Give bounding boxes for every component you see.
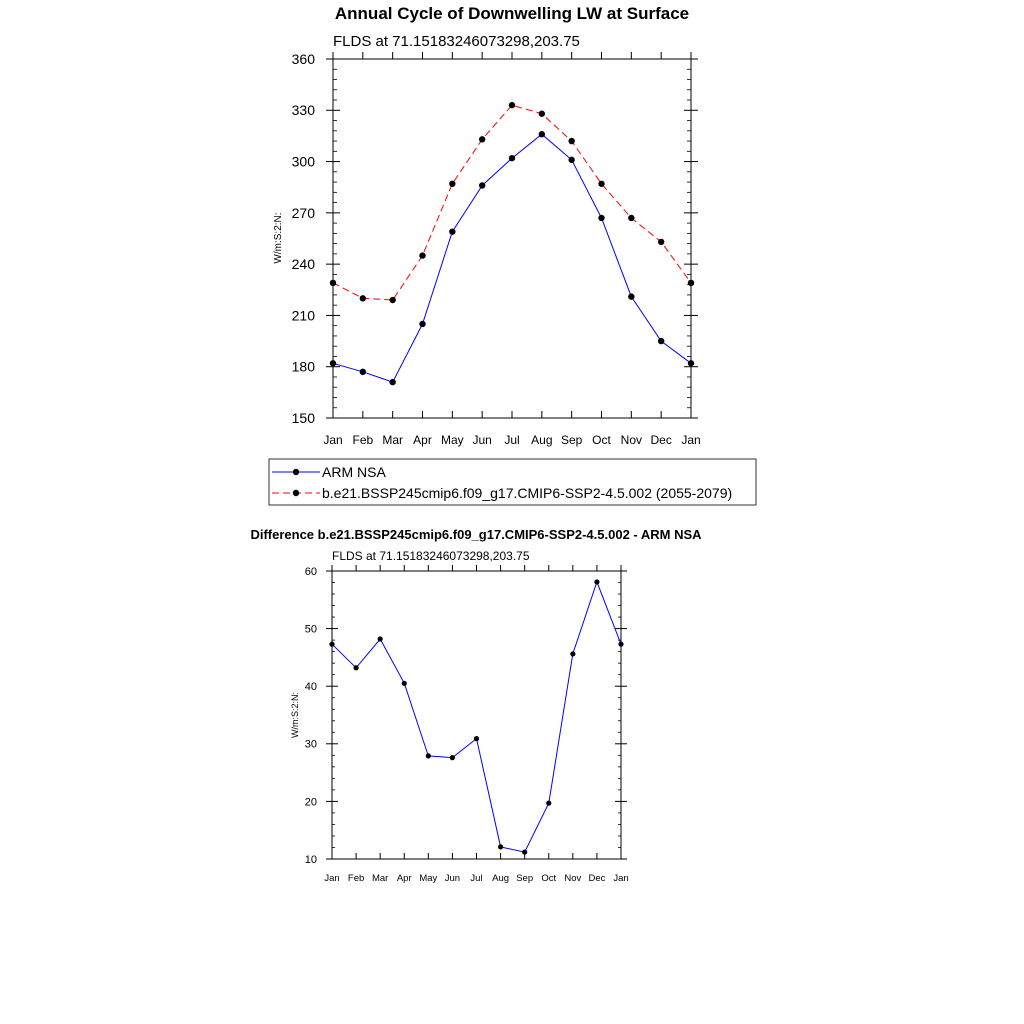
series-0-point: [594, 579, 599, 584]
y-tick-label: 10: [304, 853, 317, 866]
chart-2-series: [329, 579, 623, 854]
x-tick-label: Nov: [620, 433, 643, 447]
series-line-0: [333, 134, 691, 382]
chart-1-legend: [269, 459, 756, 505]
chart-2-ticks: [326, 565, 627, 859]
y-tick-label: 180: [291, 358, 315, 375]
series-0-point: [353, 665, 358, 670]
series-0-point: [688, 360, 694, 366]
series-0-point: [522, 849, 527, 854]
series-line-0: [332, 582, 621, 852]
series-0-point: [329, 642, 334, 647]
series-0-point: [658, 338, 664, 344]
series-1-point: [449, 181, 455, 187]
x-tick-label: Mar: [371, 873, 389, 884]
chart-1-plot-frame: [333, 59, 691, 418]
x-tick-label: Aug: [531, 433, 553, 447]
chart-2-plot-frame: [332, 571, 621, 859]
series-0-point: [450, 755, 455, 760]
y-tick-label: 330: [291, 102, 315, 119]
series-0-point: [618, 642, 623, 647]
difference-chart: [250, 527, 702, 884]
x-tick-label: Dec: [588, 873, 606, 884]
series-1-point: [688, 280, 694, 286]
x-tick-label: Feb: [352, 433, 374, 447]
x-tick-label: Feb: [347, 873, 365, 884]
series-1-point: [598, 181, 604, 187]
x-tick-label: May: [440, 433, 464, 447]
x-tick-label: Jan: [324, 873, 340, 884]
legend-label-model: b.e21.BSSP245cmip6.f09_g17.CMIP6-SSP2-4.5.002 (2055-2079): [322, 485, 733, 501]
series-1-point: [479, 136, 485, 142]
x-tick-label: Jan: [323, 433, 343, 447]
x-tick-label: Mar: [382, 433, 404, 447]
y-tick-label: 60: [304, 565, 317, 578]
x-tick-label: Oct: [541, 873, 557, 884]
chart-1-subtitle: FLDS at 71.15183246073298,203.75: [333, 33, 580, 50]
x-tick-label: Jul: [504, 433, 520, 447]
chart-1-series: [330, 102, 694, 385]
x-tick-label: Nov: [564, 873, 582, 884]
y-tick-label: 150: [291, 409, 315, 426]
series-0-point: [498, 844, 503, 849]
x-tick-label: Jun: [444, 873, 461, 884]
y-tick-label: 30: [304, 738, 317, 751]
legend-marker-arm-nsa: [293, 469, 299, 475]
x-tick-label: May: [419, 873, 438, 884]
series-1-point: [360, 295, 366, 301]
chart-2-ylabel: W/m:S:2:N:: [290, 691, 300, 739]
series-0-point: [389, 379, 395, 385]
series-1-point: [628, 215, 634, 221]
legend-marker-model: [293, 490, 299, 496]
x-tick-label: Oct: [592, 433, 611, 447]
series-0-point: [570, 651, 575, 656]
chart-2-title: Difference b.e21.BSSP245cmip6.f09_g17.CMIP6-SSP2-4.5.002 - ARM NSA: [250, 527, 702, 542]
y-tick-label: 20: [304, 796, 317, 809]
chart-2-subtitle: FLDS at 71.15183246073298,203.75: [332, 549, 530, 563]
series-1-point: [419, 252, 425, 258]
series-0-point: [426, 753, 431, 758]
y-tick-label: 300: [291, 153, 315, 170]
series-0-point: [539, 131, 545, 137]
x-tick-label: Aug: [492, 873, 510, 884]
series-1-point: [568, 138, 574, 144]
series-0-point: [360, 369, 366, 375]
series-0-point: [419, 321, 425, 327]
y-tick-label: 360: [291, 50, 315, 67]
x-tick-label: Jul: [470, 873, 483, 884]
y-tick-label: 40: [304, 681, 317, 694]
series-0-point: [598, 215, 604, 221]
legend-label-arm-nsa: ARM NSA: [322, 464, 386, 480]
chart-1-x-tick-labels: [323, 433, 700, 447]
y-tick-label: 270: [291, 204, 315, 221]
chart-1-title: Annual Cycle of Downwelling LW at Surface: [334, 4, 690, 23]
annual-cycle-chart: [269, 4, 756, 505]
series-0-point: [378, 636, 383, 641]
series-1-point: [539, 111, 545, 117]
chart-2-y-tick-labels: [305, 566, 317, 866]
series-0-point: [509, 155, 515, 161]
x-tick-label: Jun: [472, 433, 492, 447]
series-0-point: [568, 157, 574, 163]
series-0-point: [479, 182, 485, 188]
x-tick-label: Dec: [650, 433, 672, 447]
series-0-point: [402, 681, 407, 686]
series-0-point: [449, 228, 455, 234]
series-1-point: [389, 297, 395, 303]
x-tick-label: Apr: [396, 873, 412, 884]
series-0-point: [330, 360, 336, 366]
series-line-1: [333, 105, 691, 300]
x-tick-label: Apr: [413, 433, 432, 447]
series-1-point: [658, 239, 664, 245]
y-tick-label: 240: [291, 256, 315, 273]
y-tick-label: 210: [291, 307, 315, 324]
x-tick-label: Jan: [681, 433, 701, 447]
x-tick-label: Jan: [613, 873, 629, 884]
series-1-point: [330, 280, 336, 286]
series-0-point: [474, 736, 479, 741]
chart-2-x-tick-labels: [324, 873, 628, 884]
x-tick-label: Sep: [516, 873, 534, 884]
series-0-point: [546, 801, 551, 806]
y-tick-label: 50: [304, 623, 317, 636]
series-1-point: [509, 102, 515, 108]
chart-1-ylabel: W/m:S:2:N:: [273, 212, 284, 264]
x-tick-label: Sep: [560, 433, 583, 447]
chart-1-y-tick-labels: [292, 51, 316, 426]
series-0-point: [628, 293, 634, 299]
